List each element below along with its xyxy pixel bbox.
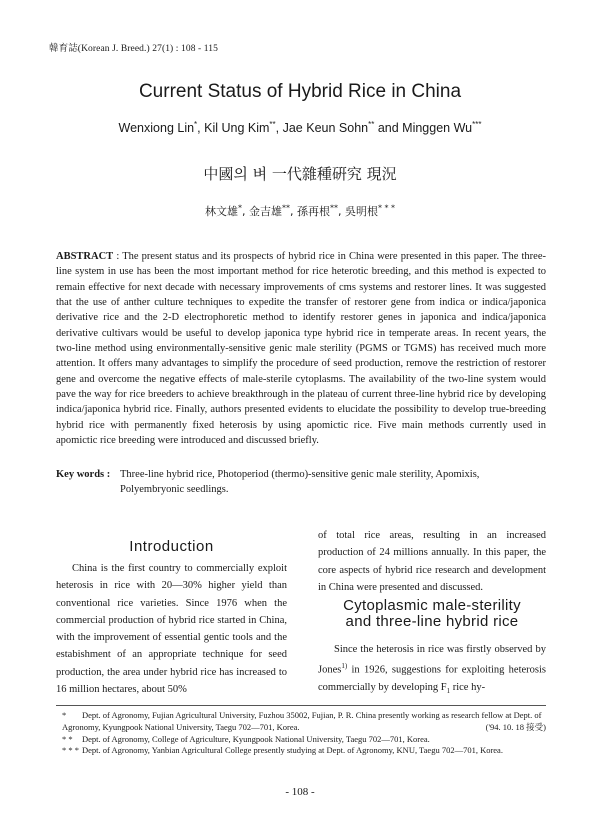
affiliation-mark: ** [329, 203, 338, 213]
paper-title-korean: 中國의 벼 一代雜種硏究 現況 [203, 165, 397, 183]
affiliation-mark: *** [472, 120, 482, 129]
author-name: Jae Keun Sohn [282, 121, 369, 136]
section-heading-introduction: Introduction [129, 538, 214, 555]
author-name-korean: 孫再根 [296, 205, 330, 218]
abstract: ABSTRACT : The present status and its prospects of hybrid rice in China were presented in this paper. The three-line system in use has been the most important method for rice heterotic breeding, and this method is expected to remain effective for next decade with necessary improvements of cms systems and restorer lines. It was suggested that the use of anther culture techniques to expedite the transfer of restorer gene from indica or indica/japonica derivative rice and the 2-D electrophoretic method to identify restorer genes in japonica and indica/japonica derivative cultivars would be useful to develop japonica type hybrid rice in temperate areas. In recent years, the two-line method using environmentally-sensitive genic male sterility (PGMS or TGMS) has received much more attention. It offers many advantages to simplify the procedure of seed production, remove the restriction of restorer gene and overcome the negative effects of male-sterile cytoplasms. The availability of the two-line system would pave the way for rice breeders to achieve breakthrough in the plateau of current three-line hybrid rice by developing indica/japonica hybrid rice. Finally, authors presented evidents to elucidate the possibility to develop true-breeding hybrid rice with permanently fixed heterosis by using apomictic rice. Five main methods currently used in apomictic rice breeding were introduced and discussed briefly. [56, 251, 546, 447]
affiliation-mark: * [237, 203, 242, 213]
author-name-korean: 林文雄 [204, 205, 238, 218]
paper-title: Current Status of Hybrid Rice in China [138, 81, 462, 102]
affiliation-mark: * [194, 120, 198, 129]
page-number: - 108 - [285, 786, 315, 798]
abstract-text: The present status and its prospects of hybrid rice in China were presented in this paper. The three-line system in use has been the most important method for rice heterotic breeding, and this method is expected to remain effective for next decade with necessary improvements of cms systems and restorer lines. It was suggested that the use of anther culture techniques to expedite the transfer of restorer gene from indica or indica/japonica derivative rice and the 2-D electrophoretic method to identify restorer genes in japonica and indica/japonica derivative cultivars would be useful to develop japonica type hybrid rice in temperate areas. In recent years, the two-line method using environmentally-sensitive genic male sterility (PGMS or TGMS) has received much more attention. It offers many advantages to simplify the procedure of seed production, remove the restriction of restorer gene and overcome the negative effects of male-sterile cytoplasms. The availability of the two-line system would pave the way for rice breeders to achieve breakthrough in the plateau of current three-line hybrid rice by developing indica/japonica hybrid rice. Finally, authors presented evidents to elucidate the possibility to develop true-breeding hybrid rice with permanently fixed heterosis by using apomictic rice. Five main methods currently used in apomictic rice breeding were introduced and discussed briefly. [56, 251, 546, 447]
citation-ref: 1) [341, 662, 348, 671]
paragraph: Since the heterosis in rice was firstly observed by Jones$^{1)}$ in 1926, suggestions for exploiting heterosis commercially by developing $F_1$ rice hy- [318, 644, 546, 696]
footnote-divider [56, 705, 546, 706]
section-heading-cms: Cytoplasmic male-sterility and three-line hybrid rice [343, 597, 521, 630]
affiliation-mark: ** [269, 120, 276, 129]
keywords-text: Three-line hybrid rice, Photoperiod (thermo)-sensitive genic male sterility, Apomixis, Polyembryonic seedlings. [120, 469, 480, 495]
author-name: Wenxiong Lin [118, 121, 195, 136]
body-column-left [56, 560, 287, 698]
paragraph-continuation: of total rice areas, resulting in an increased production of 24 millions annually. In this paper, the core aspects of hybrid rice research and development in China were presented and discussed. [318, 530, 546, 593]
footnote: * * * Dept. of Agronomy, Yanbian Agricultural College presently studying at Dept. of Agronomy, KNU, Taegu 702—701, Korea. [62, 745, 503, 755]
paragraph: China is the first country to commercially exploit heterosis in rice with 20—30% higher yield than conventional rice varieties. Since 1976 when the commercial production of hybrid rice started in China, with the improvement of essential gentic tools and the estabishment of an appropriate technique for seed production, the area under hybrid rice has increased to 16 million hectares, about 50% [56, 563, 287, 696]
author-name-korean: 金吉雄 [248, 205, 282, 218]
body-column-right [318, 527, 546, 596]
journal-citation: 韓育誌(Korean J. Breed.) 27(1) : 108 - 115 [49, 44, 218, 54]
author-list-korean: 林文雄*, 金吉雄**, 孫再根**, 吳明根* * * [204, 203, 396, 218]
body-column-right-section [318, 641, 546, 700]
keywords-label: Key words : [56, 469, 111, 480]
footnote: * * Dept. of Agronomy, College of Agriculture, Kyungpook National University, Taegu 702—701, Korea. [62, 734, 430, 744]
affiliation-mark: * * * [377, 203, 396, 213]
author-name: Kil Ung Kim [204, 121, 270, 136]
keywords [56, 467, 546, 497]
affiliation-mark: ** [368, 120, 375, 129]
author-name: Minggen Wu [402, 121, 473, 136]
author-name-korean: 吳明根 [344, 205, 378, 218]
received-date: ('94. 10. 18 接受) [485, 721, 546, 732]
abstract-label: ABSTRACT [56, 251, 114, 262]
affiliation-mark: ** [281, 203, 290, 213]
footnote: * Dept. of Agronomy, Fujian Agricultural University, Fuzhou 35002, Fujian, P. R. China presently working as research fellow at Dept. of Agronomy, Kyungpook National University, Taegu 702—701, Korea. ('94. 10. 18 接受) [62, 710, 546, 732]
author-list: Wenxiong Lin*, Kil Ung Kim**, Jae Keun Sohn** and Minggen Wu*** [118, 120, 482, 136]
